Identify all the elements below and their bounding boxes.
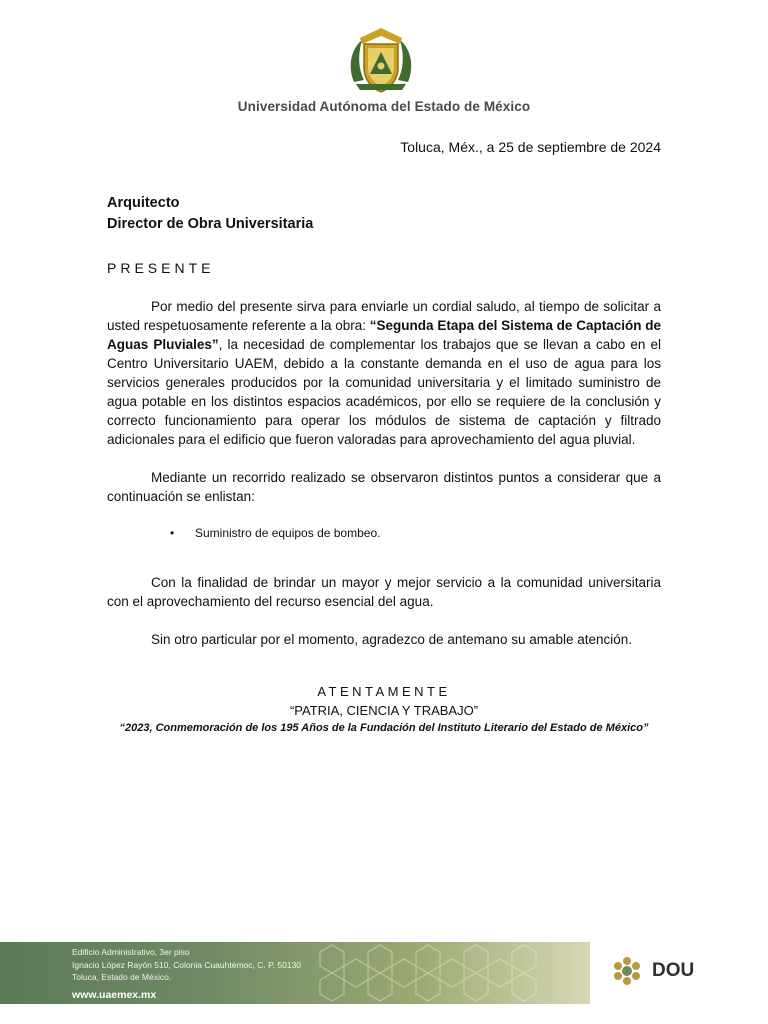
university-crest-icon — [346, 24, 416, 96]
dou-logo-text: DOU — [652, 960, 695, 981]
footer-address — [72, 946, 301, 984]
paragraph-text: Mediante un recorrido realizado se observaron distintos puntos a considerar que a continuación se enlistan: — [107, 470, 661, 504]
bullet-icon: • — [170, 526, 175, 540]
footer-address-line: Edificio Administrativo, 3er piso — [72, 947, 190, 957]
hexagon-pattern-icon — [300, 942, 590, 1004]
paragraph-closing — [107, 630, 661, 649]
commemoration-legend: “2023, Conmemoración de los 195 Años de la Fundación del Instituto Literario del Estado de México” — [119, 722, 649, 734]
paragraph-observations — [107, 468, 661, 506]
recipient-block — [107, 193, 313, 235]
recipient-title: Arquitecto — [107, 195, 180, 211]
paragraph-request — [107, 297, 661, 449]
presente-heading: PRESENTE — [107, 260, 215, 276]
paragraph-text: Por medio del presente sirva para enviarle un cordial saludo, al tiempo de solicitar a usted respetuosamente referente a la obra: — [107, 299, 661, 333]
dou-hexagon-logo-icon — [611, 955, 643, 987]
paragraph-text: Sin otro particular por el momento, agradezco de antemano su amable atención. — [151, 632, 633, 647]
atentamente-heading: ATENTAMENTE — [317, 684, 451, 699]
list-item-text: Suministro de equipos de bombeo. — [195, 526, 381, 540]
university-motto: “PATRIA, CIENCIA Y TRABAJO” — [289, 703, 479, 718]
footer — [0, 942, 768, 1004]
project-name: “Segunda Etapa del Sistema de Captación de Aguas Pluviales” — [107, 318, 661, 352]
footer-address-line: Ignacio López Rayón 510, Colonia Cuauhtémoc, C. P. 50130 — [72, 959, 302, 970]
paragraph-text: Con la finalidad de brindar un mayor y mejor servicio a la comunidad universitaria con el aprovechamiento del recurso esencial del agua. — [107, 575, 661, 609]
paragraph-purpose — [107, 573, 661, 611]
footer-website: www.uaemex.mx — [72, 989, 157, 1001]
footer-address-line: Toluca, Estado de México. — [72, 972, 172, 982]
letter-date: Toluca, Méx., a 25 de septiembre de 2024 — [400, 139, 661, 155]
list-item — [170, 524, 380, 542]
footer-band — [0, 942, 590, 1004]
bullet-list — [170, 524, 380, 542]
university-name: Universidad Autónoma del Estado de México — [237, 99, 531, 114]
recipient-position: Director de Obra Universitaria — [107, 216, 314, 232]
paragraph-text: , la necesidad de complementar los trabajos que se llevan a cabo en el Centro Universitario UAEM, debido a la constante demanda en el uso de agua para los servicios generales producidos por la comunidad universitaria y el limitado suministro de agua potable en los distintos espacios académicos, por ello se requiere de la conclusión y correcto funcionamiento para operar los módulos de sistema de captación y filtrado adicionales para el edificio que fueron valoradas para aprovechamiento del agua pluvial. — [107, 337, 662, 447]
